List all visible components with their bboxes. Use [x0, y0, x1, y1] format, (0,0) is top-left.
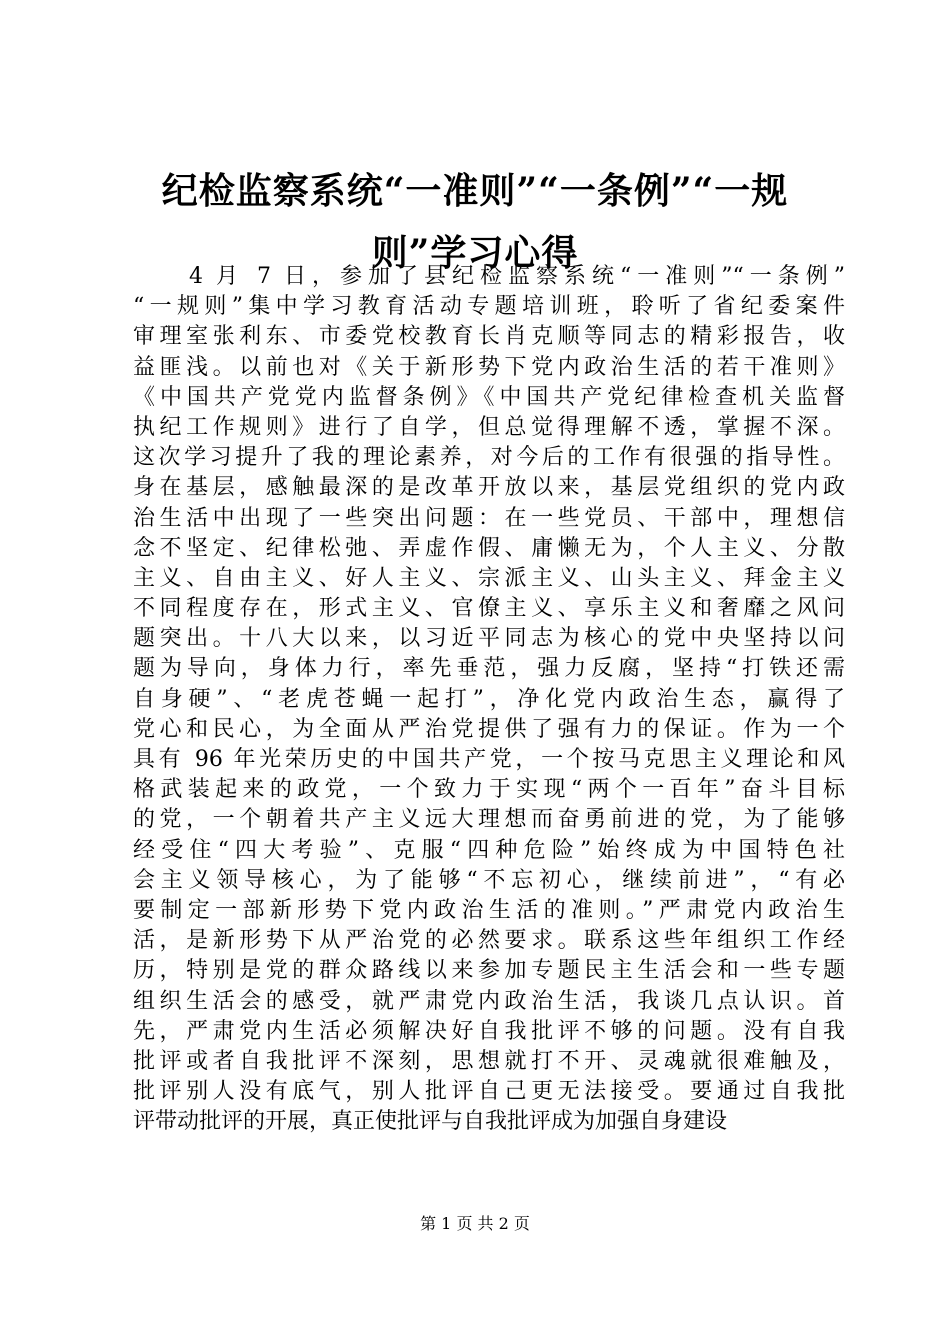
body-line: 具有 96 年光荣历史的中国共产党，一个按马克思主义理论和风: [133, 747, 845, 772]
body-line: 《中国共产党党内监督条例》《中国共产党纪律检查机关监督: [133, 384, 845, 410]
body-line: 审理室张利东、市委党校教育长肖克顺等同志的精彩报告，收: [133, 324, 845, 350]
body-line: 评带动批评的开展，真正使批评与自我批评成为加强自身建设: [133, 1109, 728, 1135]
title-line-1: 纪检监察系统“一准则”“一条例”“一规: [161, 170, 789, 212]
body-line: 题突出。十八大以来，以习近平同志为核心的党中央坚持以问: [133, 626, 845, 652]
body-line: 不同程度存在，形式主义、官僚主义、享乐主义和奢靡之风问: [133, 596, 845, 622]
title-line-2: 则”学习心得: [371, 232, 579, 274]
body-line: 批评或者自我批评不深刻，思想就打不开、灵魂就很难触及，: [133, 1048, 845, 1074]
body-line: 要制定一部新形势下党内政治生活的准则。”严肃党内政治生: [133, 897, 845, 923]
body-line: 历，特别是党的群众路线以来参加专题民主生活会和一些专题: [133, 958, 845, 984]
body-line: 题为导向，身体力行，率先垂范，强力反腐，坚持“打铁还需: [133, 656, 845, 682]
body-line: 益匪浅。以前也对《关于新形势下党内政治生活的若干准则》: [133, 354, 845, 380]
body-line: 这次学习提升了我的理论素养，对今后的工作有很强的指导性。: [133, 445, 845, 471]
body-line: 先，严肃党内生活必须解决好自我批评不够的问题。没有自我: [133, 1018, 845, 1044]
body-line: “一规则”集中学习教育活动专题培训班，聆听了省纪委案件: [133, 294, 845, 320]
body-line: 自身硬”、“老虎苍蝇一起打”，净化党内政治生态，赢得了: [133, 686, 845, 712]
body-paragraph: [133, 262, 845, 1137]
body-line: 身在基层，感触最深的是改革开放以来，基层党组织的党内政: [133, 475, 845, 501]
page-footer: 第 1 页 共 2 页: [420, 1214, 530, 1233]
body-line: 的党，一个朝着共产主义远大理想而奋勇前进的党，为了能够: [133, 807, 845, 833]
body-line: 会主义领导核心，为了能够“不忘初心，继续前进”，“有必: [133, 867, 845, 893]
body-line: 党心和民心，为全面从严治党提供了强有力的保证。作为一个: [133, 716, 845, 742]
body-line: 格武装起来的政党，一个致力于实现“两个一百年”奋斗目标: [133, 777, 845, 803]
body-line: 执纪工作规则》进行了自学，但总觉得理解不透，掌握不深。: [133, 414, 845, 440]
body-line: 念不坚定、纪律松弛、弄虚作假、庸懒无为，个人主义、分散: [133, 535, 845, 561]
body-line: 主义、自由主义、好人主义、宗派主义、山头主义、拜金主义: [133, 565, 845, 591]
body-line: 组织生活会的感受，就严肃党内政治生活，我谈几点认识。首: [133, 988, 845, 1014]
body-line: 4 月 7 日，参加了县纪检监察系统“一准则”“一条例”: [133, 264, 845, 289]
body-line: 经受住“四大考验”、克服“四种危险”始终成为中国特色社: [133, 837, 845, 863]
body-line: 批评别人没有底气，别人批评自己更无法接受。要通过自我批: [133, 1079, 845, 1105]
body-line: 治生活中出现了一些突出问题：在一些党员、干部中，理想信: [133, 505, 845, 531]
body-line: 活，是新形势下从严治党的必然要求。联系这些年组织工作经: [133, 928, 845, 954]
